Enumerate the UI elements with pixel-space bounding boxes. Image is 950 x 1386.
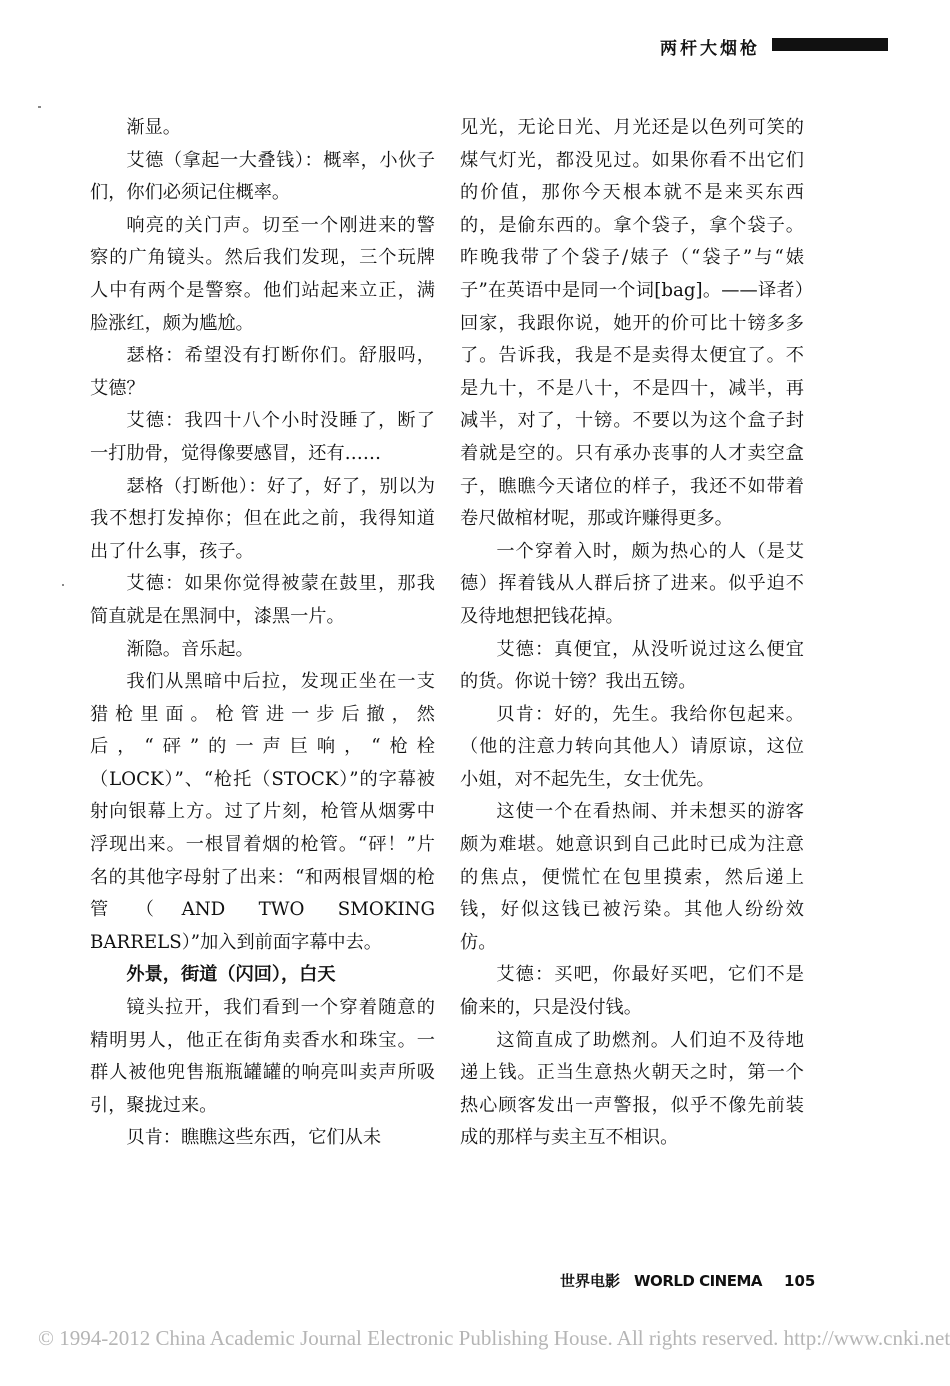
scan-speck: [62, 584, 64, 586]
paragraph: 艾德（拿起一大叠钱）：概率，小伙子们，你们必须记住概率。: [90, 149, 435, 204]
paragraph: 渐隐。音乐起。: [126, 638, 254, 660]
magazine-name-cn: 世界电影: [560, 1272, 621, 1290]
paragraph: 我们从黑暗中后拉，发现正坐在一支猎枪里面。枪管进一步后撤，然后，“砰”的一声巨响，“枪栓（LOCK）”、“枪托（STOCK）”的字幕被射向银幕上方。过了片刻，枪管从烟雾中浮现出来。一根冒着烟的枪管。“砰！”片名的其他字母射了出来：“和两根冒烟的枪管（AND TWO SMOKING BARRELS）”加入到前面字幕中去。: [90, 671, 435, 953]
paragraph: 贝肯：好的，先生。我给你包起来。（他的注意力转向其他人）请原谅，这位小姐，对不起先生，女士优先。: [460, 703, 804, 790]
scan-speck: [38, 106, 41, 108]
running-title: 两杆大烟枪: [660, 39, 760, 59]
scene-heading: 外景，街道（闪回），白天: [126, 964, 336, 986]
left-column: [90, 112, 435, 1155]
paragraph: 瑟格：希望没有打断你们。舒服吗，艾德？: [90, 345, 435, 399]
copyright-watermark: © 1994-2012 China Academic Journal Electronic Publishing House. All rights reserved. http://www.cnki.net: [38, 1326, 950, 1350]
page-number: 105: [784, 1272, 816, 1290]
paragraph: 这使一个在看热闹、并未想买的游客颇为难堪。她意识到自己此时已成为注意的焦点，便慌忙在包里摸索，然后递上钱，好似这钱已被污染。其他人纷纷效仿。: [460, 801, 804, 953]
paragraph: 艾德：如果你觉得被蒙在鼓里，那我简直就是在黑洞中，漆黑一片。: [90, 573, 435, 627]
paragraph: 贝肯：瞧瞧这些东西，它们从未: [126, 1127, 382, 1149]
paragraph: 镜头拉开，我们看到一个穿着随意的精明男人，他正在街角卖香水和珠宝。一群人被他兜售瓶瓶罐罐的响亮叫卖声所吸引，聚拢过来。: [90, 997, 435, 1116]
paragraph: 响亮的关门声。切至一个刚进来的警察的广角镜头。然后我们发现，三个玩牌人中有两个是警察。他们站起来立正，满脸涨红，颇为尴尬。: [90, 214, 435, 334]
page-footer: [560, 1270, 815, 1291]
paragraph: 艾德：买吧，你最好买吧，它们不是偷来的，只是没付钱。: [460, 964, 804, 1019]
paragraph: 这简直成了助燃剂。人们迫不及待地递上钱。正当生意热火朝天之时，第一个热心顾客发出一声警报，似乎不像先前装成的那样与卖主互不相识。: [460, 1029, 804, 1149]
right-column: [460, 112, 804, 1155]
paragraph: 渐显。: [126, 117, 181, 138]
header-bar-decoration: [772, 38, 888, 51]
magazine-name-en: WORLD CINEMA: [634, 1272, 763, 1290]
paragraph: 艾德：真便宜，从没听说过这么便宜的货。你说十镑？我出五镑。: [460, 638, 804, 693]
paragraph: 瑟格（打断他）：好了，好了，别以为我不想打发掉你；但在此之前，我得知道出了什么事，孩子。: [90, 475, 435, 562]
paragraph-continued: 见光，无论日光、月光还是以色列可笑的煤气灯光，都没见过。如果你看不出它们的价值，那你今天根本就不是来买东西的，是偷东西的。拿个袋子，拿个袋子。昨晚我带了个袋子/婊子（“袋子”与“婊子”在英语中是同一个词[bag]。——译者）回家，我跟你说，她开的价可比十镑多多了。告诉我，我是不是卖得太便宜了。不是九十，不是八十，不是四十，减半，再减半，对了，十镑。不要以为这个盒子封着就是空的。只有承办丧事的人才卖空盒子，瞧瞧今天诸位的样子，我还不如带着卷尺做棺材呢，那或许赚得更多。: [460, 117, 804, 530]
paragraph: 一个穿着入时，颇为热心的人（是艾德）挥着钱从人群后挤了进来。似乎迫不及待地想把钱花掉。: [460, 540, 804, 627]
paragraph: 艾德：我四十八个小时没睡了，断了一打肋骨，觉得像要感冒，还有……: [90, 410, 435, 464]
